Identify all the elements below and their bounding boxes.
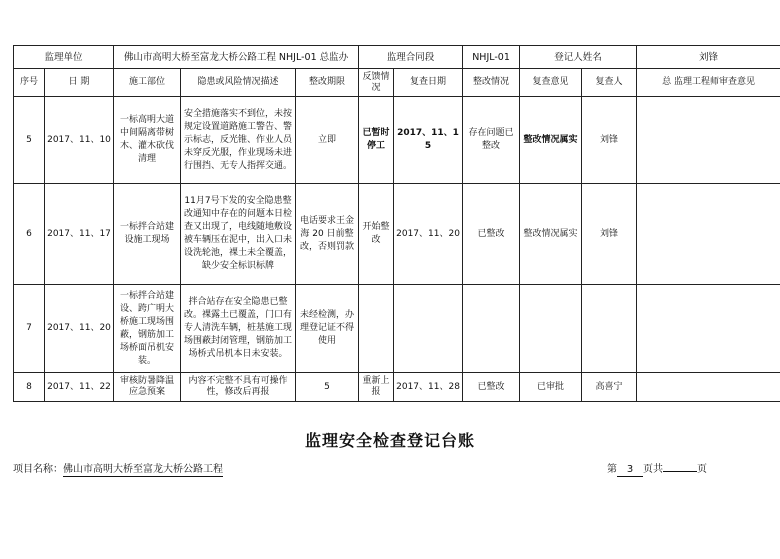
cell-construction-dept: 一标拌合站建设、跨广明大桥施工现场围蔽，钢筋加工场桥面吊机安装。 [114,285,181,373]
cell-review-date: 2017、11、20 [394,184,463,285]
page-footer [13,462,713,478]
cell-hazard-description: 内容不完整不具有可操作性，修改后再报 [181,373,296,402]
cell-rectification-deadline: 立即 [296,97,359,184]
col-seq: 序号 [14,69,45,97]
page-prefix: 第 [607,464,617,475]
contract-section-label: 监理合同段 [359,46,463,69]
cell-rectification-status: 已整改 [463,373,520,402]
cell-construction-dept: 一标高明大道中间隔离带树木、灌木砍伐清理 [114,97,181,184]
cell-construction-dept: 审核防暑降温应急预案 [114,373,181,402]
cell-rectification-status: 存在问题已整改 [463,97,520,184]
cell-chief-review [637,285,780,373]
cell-review-opinion: 整改情况属实 [520,184,582,285]
cell-rectification-deadline: 5 [296,373,359,402]
cell-review-date [394,285,463,373]
supervision-unit-label: 监理单位 [14,46,114,69]
cell-rectification-deadline: 未经检测，办理登记证不得使用 [296,285,359,373]
col-hazard-description: 隐患或风险情况描述 [181,69,296,97]
col-reviewer: 复查人 [582,69,637,97]
page-total [663,471,697,472]
cell-review-date: 2017、11、15 [394,97,463,184]
cell-review-opinion: 整改情况属实 [520,97,582,184]
cell-date: 2017、11、22 [45,373,114,402]
cell-date: 2017、11、20 [45,285,114,373]
cell-date: 2017、11、10 [45,97,114,184]
cell-hazard-description: 拌合站存在安全隐患已整改。裸露土已覆盖，门口有专人清洗车辆，桩基施工现场围蔽封闭管理，钢筋加工场桥式吊机本日未安装。 [181,285,296,373]
column-header-row [14,69,780,97]
safety-inspection-ledger-table [13,45,780,402]
cell-chief-review [637,373,780,402]
project-name-line [13,462,223,478]
supervision-unit-value: 佛山市高明大桥至富龙大桥公路工程 NHJL-01 总监办 [114,46,359,69]
col-review-opinion: 复查意见 [520,69,582,97]
col-chief-review: 总 监理工程师审查意见 [637,69,780,97]
cell-rectification-deadline: 电话要求王金海 20 日前整改，否则罚款 [296,184,359,285]
cell-reviewer: 刘锋 [582,97,637,184]
cell-seq: 6 [14,184,45,285]
header-info-row [14,46,780,69]
cell-reviewer: 刘锋 [582,184,637,285]
cell-feedback: 开始整改 [359,184,394,285]
cell-seq: 8 [14,373,45,402]
cell-reviewer [582,285,637,373]
cell-chief-review [637,97,780,184]
page-mid: 页共 [643,464,663,475]
project-label: 项目名称： [13,464,63,475]
table-row [14,285,780,373]
cell-review-opinion: 已审批 [520,373,582,402]
registrar-value: 刘锋 [637,46,780,69]
cell-hazard-description: 11月7号下发的安全隐患整改通知中存在的问题本日检查又出现了，电线随地敷设被车辆压在泥中，出入口未设洗轮池，裸土未全覆盖，缺少安全标识标牌 [181,184,296,285]
col-date: 日 期 [45,69,114,97]
page-suffix: 页 [697,464,707,475]
cell-rectification-status [463,285,520,373]
cell-feedback [359,285,394,373]
cell-reviewer: 高喜宁 [582,373,637,402]
col-construction-dept: 施工部位 [114,69,181,97]
cell-construction-dept: 一标拌合站建设施工现场 [114,184,181,285]
col-review-date: 复查日期 [394,69,463,97]
cell-seq: 7 [14,285,45,373]
col-rectification-deadline: 整改期限 [296,69,359,97]
table-row [14,184,780,285]
col-feedback: 反馈情况 [359,69,394,97]
cell-chief-review [637,184,780,285]
page-title: 监理安全检查登记台账 [304,431,475,450]
cell-review-date: 2017、11、28 [394,373,463,402]
page-number: 3 [617,464,643,477]
table-row [14,373,780,402]
cell-feedback: 已暂时停工 [359,97,394,184]
cell-feedback: 重新上报 [359,373,394,402]
cell-seq: 5 [14,97,45,184]
cell-hazard-description: 安全措施落实不到位，未按规定设置道路施工警告、警示标志，反光锥、作业人员未穿反光服，作业现场未进行围挡、无专人指挥交通。 [181,97,296,184]
cell-review-opinion [520,285,582,373]
cell-rectification-status: 已整改 [463,184,520,285]
page-counter [607,462,707,478]
col-rectification-status: 整改情况 [463,69,520,97]
cell-date: 2017、11、17 [45,184,114,285]
table-row [14,97,780,184]
contract-section-value: NHJL-01 [463,46,520,69]
project-name: 佛山市高明大桥至富龙大桥公路工程 [63,464,223,475]
registrar-label: 登记人姓名 [520,46,637,69]
